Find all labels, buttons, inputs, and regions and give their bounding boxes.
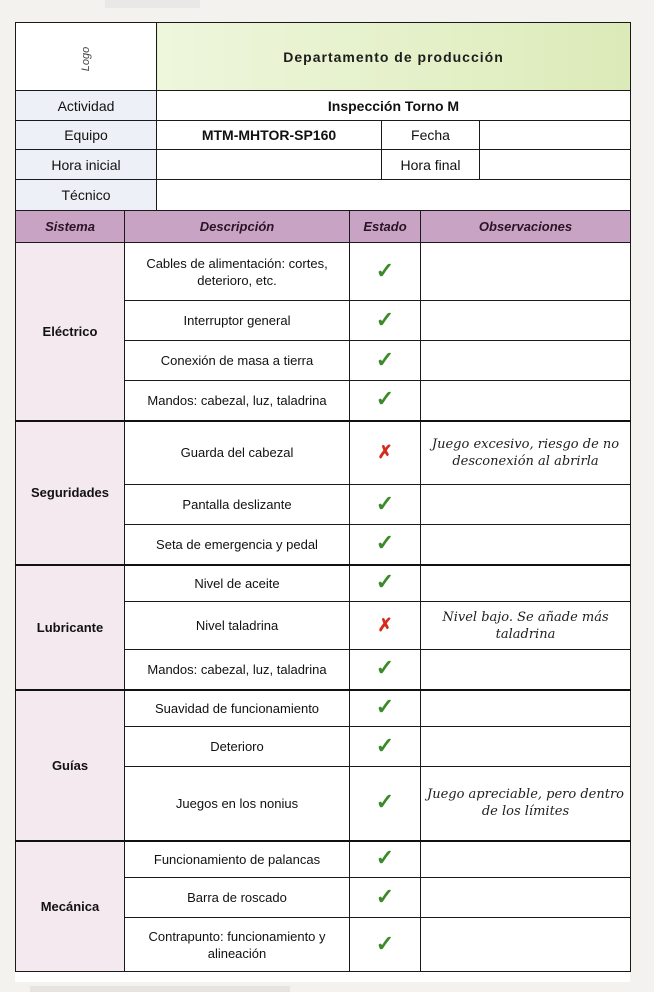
hora-final-value[interactable] [480,150,631,180]
tecnico-label: Técnico [16,180,157,211]
estado-cell[interactable] [350,727,421,767]
inspection-sheet [15,22,630,982]
estado-cell[interactable] [350,767,421,841]
scan-artifact [30,986,290,992]
logo-placeholder [16,23,157,91]
table-row [16,690,631,727]
observaciones-cell[interactable] [421,341,631,381]
observaciones-cell[interactable] [421,243,631,301]
observaciones-cell[interactable]: Juego excesivo, riesgo de no desconexión al abrirla [421,421,631,485]
estado-cell[interactable] [350,421,421,485]
page-title: Departamento de producción [157,23,631,91]
actividad-value[interactable]: Inspección Torno M [157,91,631,121]
check-icon: ✓ [375,883,395,909]
descripcion-cell: Contrapunto: funcionamiento y alineación [125,918,350,972]
estado-cell[interactable] [350,525,421,565]
descripcion-cell: Barra de roscado [125,878,350,918]
logo-label: Logo [79,46,92,71]
check-icon: ✓ [375,930,395,956]
check-icon: ✓ [375,789,395,815]
sistema-cell: Lubricante [16,565,125,690]
check-icon: ✓ [375,490,395,516]
descripcion-cell: Juegos en los nonius [125,767,350,841]
cross-icon: ✗ [377,441,393,462]
descripcion-cell: Pantalla deslizante [125,485,350,525]
check-icon: ✓ [375,386,395,412]
observaciones-cell[interactable] [421,727,631,767]
check-icon: ✓ [375,694,395,720]
check-icon: ✓ [375,346,395,372]
descripcion-cell: Nivel de aceite [125,565,350,602]
tecnico-value[interactable] [157,180,631,211]
sistema-cell: Guías [16,690,125,841]
sistema-cell: Eléctrico [16,243,125,421]
check-icon: ✓ [375,530,395,556]
observaciones-cell[interactable] [421,525,631,565]
observaciones-cell[interactable] [421,878,631,918]
scan-artifact [105,0,200,8]
estado-cell[interactable] [350,243,421,301]
column-header-sistema: Sistema [16,211,125,243]
check-icon: ✓ [375,569,395,595]
observaciones-cell[interactable] [421,301,631,341]
cross-icon: ✗ [377,614,393,635]
estado-cell[interactable] [350,602,421,650]
header-table [15,22,631,211]
descripcion-cell: Mandos: cabezal, luz, taladrina [125,381,350,421]
check-icon: ✓ [375,655,395,681]
descripcion-cell: Guarda del cabezal [125,421,350,485]
check-icon: ✓ [375,257,395,283]
descripcion-cell: Conexión de masa a tierra [125,341,350,381]
actividad-label: Actividad [16,91,157,121]
checklist-body [16,211,631,972]
estado-cell[interactable] [350,690,421,727]
checklist-table [15,210,631,972]
descripcion-cell: Funcionamiento de palancas [125,841,350,878]
sistema-cell: Mecánica [16,841,125,972]
observaciones-cell[interactable] [421,918,631,972]
estado-cell[interactable] [350,918,421,972]
estado-cell[interactable] [350,381,421,421]
observaciones-cell[interactable] [421,381,631,421]
column-header-observaciones: Observaciones [421,211,631,243]
hora-inicial-label: Hora inicial [16,150,157,180]
table-row [16,243,631,301]
observaciones-cell[interactable] [421,650,631,690]
column-header-estado: Estado [350,211,421,243]
descripcion-cell: Suavidad de funcionamiento [125,690,350,727]
estado-cell[interactable] [350,485,421,525]
equipo-value[interactable]: MTM-MHTOR-SP160 [157,121,382,150]
estado-cell[interactable] [350,565,421,602]
observaciones-cell[interactable] [421,841,631,878]
sistema-cell: Seguridades [16,421,125,565]
fecha-value[interactable] [480,121,631,150]
descripcion-cell: Mandos: cabezal, luz, taladrina [125,650,350,690]
descripcion-cell: Seta de emergencia y pedal [125,525,350,565]
observaciones-cell[interactable]: Juego apreciable, pero dentro de los límites [421,767,631,841]
observaciones-cell[interactable]: Nivel bajo. Se añade más taladrina [421,602,631,650]
estado-cell[interactable] [350,301,421,341]
observaciones-cell[interactable] [421,485,631,525]
table-row [16,565,631,602]
estado-cell[interactable] [350,341,421,381]
descripcion-cell: Interruptor general [125,301,350,341]
observaciones-cell[interactable] [421,565,631,602]
observaciones-cell[interactable] [421,690,631,727]
hora-inicial-value[interactable] [157,150,382,180]
estado-cell[interactable] [350,650,421,690]
hora-final-label: Hora final [382,150,480,180]
check-icon: ✓ [375,732,395,758]
descripcion-cell: Cables de alimentación: cortes, deterioro, etc. [125,243,350,301]
table-row [16,421,631,485]
table-row [16,841,631,878]
column-header-descripcion: Descripción [125,211,350,243]
check-icon: ✓ [375,306,395,332]
descripcion-cell: Deterioro [125,727,350,767]
fecha-label: Fecha [382,121,480,150]
estado-cell[interactable] [350,878,421,918]
check-icon: ✓ [375,845,395,871]
descripcion-cell: Nivel taladrina [125,602,350,650]
equipo-label: Equipo [16,121,157,150]
estado-cell[interactable] [350,841,421,878]
